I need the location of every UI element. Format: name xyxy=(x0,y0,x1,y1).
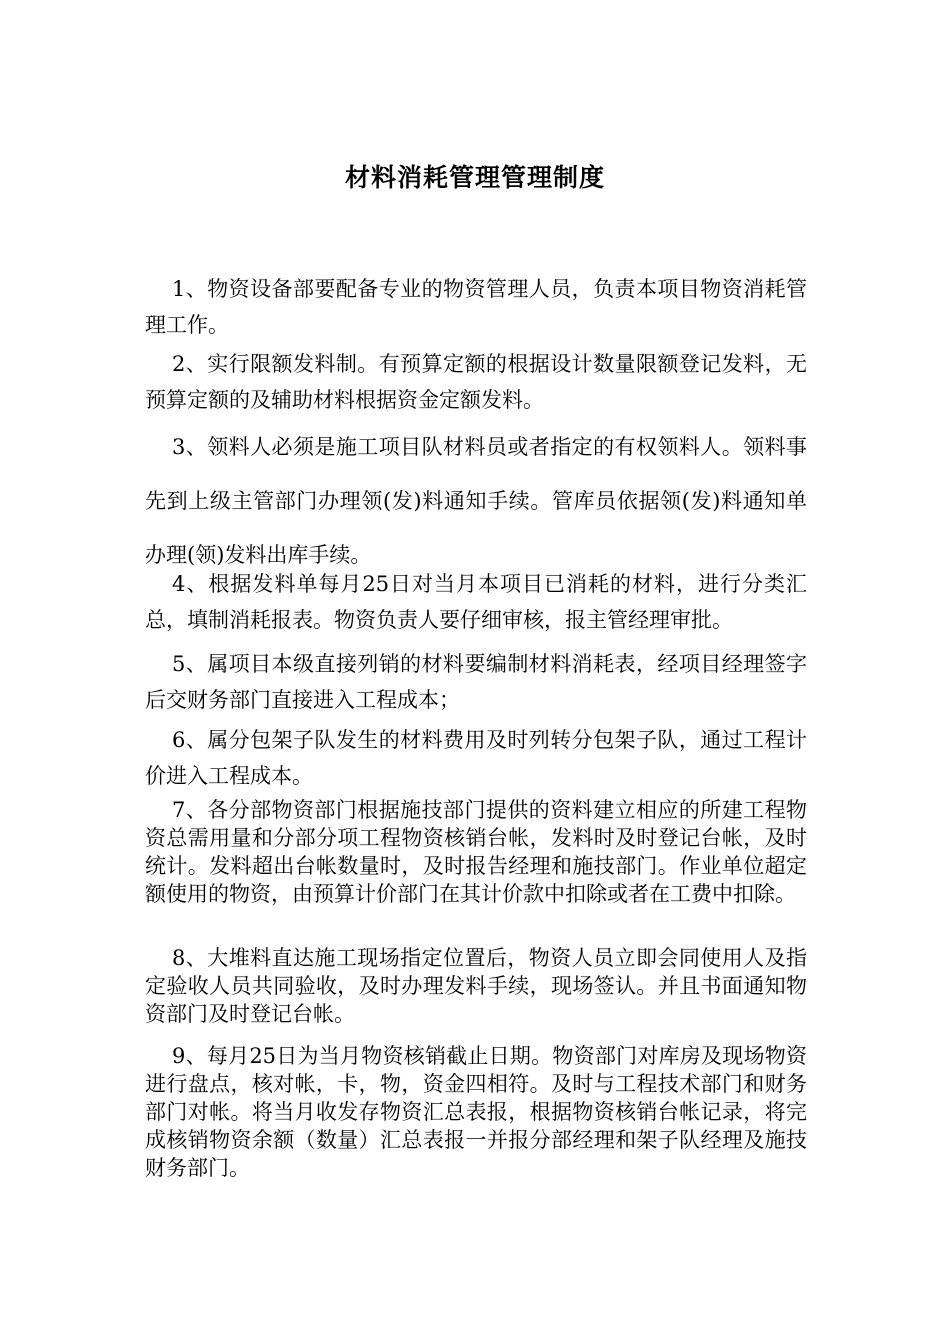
document-title: 材料消耗管理管理制度 xyxy=(344,163,605,192)
paragraph-1: 1、物资设备部要配备专业的物资管理人员，负责本项目物资消耗管理工作。 xyxy=(145,277,807,337)
paragraph-9: 9、每月25日为当月物资核销截止日期。物资部门对库房及现场物资进行盘点，核对帐，卡，物，资金四相符。及时与工程技术部门和财务部门对帐。将当月收发存物资汇总表报，根据物资核销台帐记录，将完成核销物资余额（数量）汇总表报一并报分部经理和架子队经理及施技财务部门。 xyxy=(145,1044,807,1180)
paragraph-4: 4、根据发料单每月25日对当月本项目已消耗的材料，进行分类汇总，填制消耗报表。物资负责人要仔细审核，报主管经理审批。 xyxy=(145,572,807,632)
paragraph-2: 2、实行限额发料制。有预算定额的根据设计数量限额登记发料，无预算定额的及辅助材料根据资金定额发料。 xyxy=(145,352,807,412)
paragraph-8: 8、大堆料直达施工现场指定位置后，物资人员立即会同使用人及指定验收人员共同验收，及时办理发料手续，现场签认。并且书面通知物资部门及时登记台帐。 xyxy=(145,946,807,1026)
paragraph-5: 5、属项目本级直接列销的材料要编制材料消耗表，经项目经理签字后交财务部门直接进入工程成本； xyxy=(145,652,807,712)
paragraph-7: 7、各分部物资部门根据施技部门提供的资料建立相应的所建工程物资总需用量和分部分项工程物资核销台帐，发料时及时登记台帐，及时统计。发料超出台帐数量时，及时报告经理和施技部门。作业单位超定额使用的物资，由预算计价部门在其计价款中扣除或者在工费中扣除。 xyxy=(145,798,807,906)
paragraph-6: 6、属分包架子队发生的材料费用及时列转分包架子队，通过工程计价进入工程成本。 xyxy=(145,728,807,788)
paragraph-3: 3、领料人必须是施工项目队材料员或者指定的有权领料人。领料事先到上级主管部门办理领(发)料通知手续。管库员依据领(发)料通知单办理(领)发料出库手续。 xyxy=(145,435,807,567)
